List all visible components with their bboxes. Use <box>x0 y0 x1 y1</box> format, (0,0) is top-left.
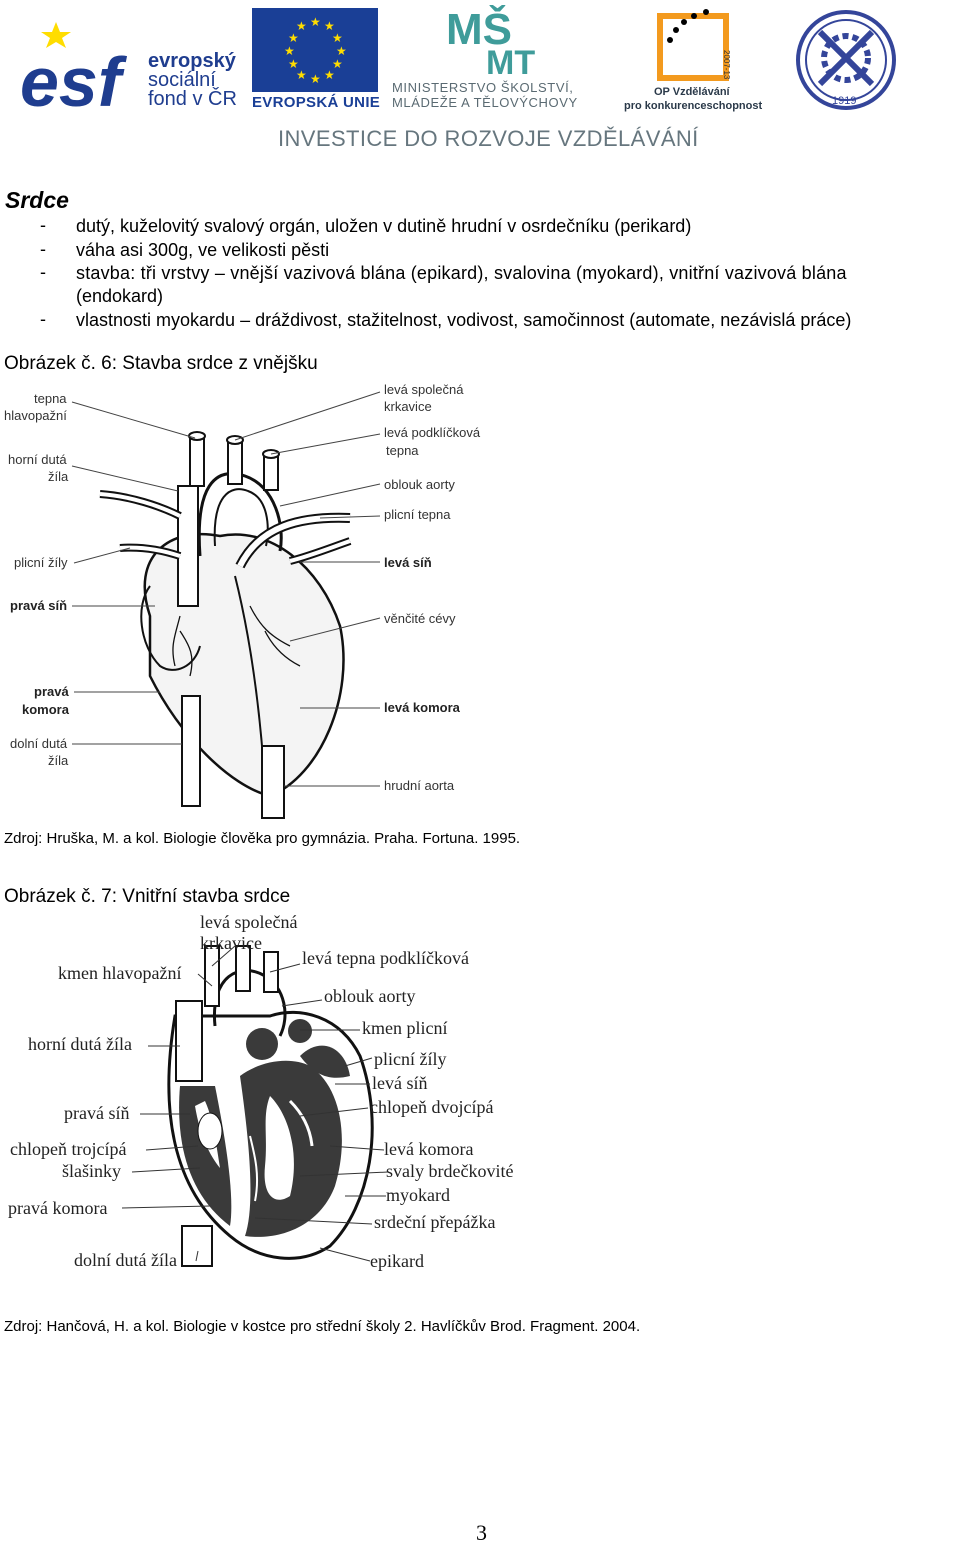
figure-7-heart-interior <box>0 906 540 1306</box>
fig6-label: tepna <box>386 443 419 458</box>
fig7-label: šlašinky <box>62 1161 122 1181</box>
figure-6-source: Zdroj: Hruška, M. a kol. Biologie člověka pro gymnázia. Praha. Fortuna. 1995. <box>4 830 521 847</box>
fig6-label: věnčité cévy <box>384 611 456 626</box>
fig7-label: dolní dutá žíla <box>74 1250 177 1270</box>
slogan: INVESTICE DO ROZVOJE VZDĚLÁVÁNÍ <box>278 126 699 151</box>
figure-6-caption: Obrázek č. 6: Stavba srdce z vnějšku <box>4 353 318 374</box>
esf-text-line: fond v ČR <box>148 88 237 110</box>
svg-text:★: ★ <box>336 44 347 58</box>
esf-text-line: sociální <box>148 69 216 91</box>
badge-year: 1919 <box>832 95 857 107</box>
esf-logo-text <box>148 52 237 109</box>
fig7-label: krkavice <box>200 933 262 953</box>
op-logo <box>650 6 742 84</box>
fig6-label: pravá síň <box>10 598 68 613</box>
fig6-label: levá síň <box>384 555 432 570</box>
fig6-label: levá komora <box>384 700 460 715</box>
fig7-label: oblouk aorty <box>324 986 416 1006</box>
bullet-dash: - <box>40 239 46 259</box>
svg-text:★: ★ <box>310 72 321 86</box>
svg-text:★: ★ <box>284 44 295 58</box>
svg-text:★: ★ <box>324 19 335 33</box>
fig6-label: plicní tepna <box>384 507 451 522</box>
fig6-label: komora <box>22 702 69 717</box>
fig6-label: pravá <box>34 684 69 699</box>
op-years: 2007-13 <box>722 50 731 80</box>
svg-text:★: ★ <box>296 19 307 33</box>
bullet-dash: - <box>40 309 46 329</box>
fig7-label: levá společná <box>200 912 298 932</box>
bullet-item-continuation: (endokard) <box>76 286 164 306</box>
fig7-label: levá komora <box>384 1139 474 1159</box>
fig7-label: chlopeň dvojcípá <box>370 1097 494 1117</box>
fig7-label: kmen hlavopažní <box>58 963 182 983</box>
fig7-label: horní dutá žíla <box>28 1034 132 1054</box>
figure-6-heart-exterior <box>0 376 500 826</box>
svg-text:★: ★ <box>332 31 343 45</box>
msmt-text-line: MINISTERSTVO ŠKOLSTVÍ, <box>392 80 574 95</box>
svg-text:★: ★ <box>288 57 299 71</box>
fig7-label: pravá síň <box>64 1103 130 1123</box>
esf-text-line: evropský <box>148 50 236 72</box>
page-number: 3 <box>476 1520 487 1545</box>
bullet-dash: - <box>40 215 46 235</box>
op-text-line: OP Vzdělávání <box>654 86 730 98</box>
svg-text:esf: esf <box>20 43 122 108</box>
fig6-label: horní dutá <box>8 452 67 467</box>
msmt-text-line: MLÁDEŽE A TĚLOVÝCHOVY <box>392 95 578 110</box>
fig6-label: hrudní aorta <box>384 778 455 793</box>
fig6-label: tepna <box>34 391 67 406</box>
svg-text:★: ★ <box>324 68 335 82</box>
fig7-label: svaly brdečkovité <box>386 1161 514 1181</box>
figure-7-source: Zdroj: Hančová, H. a kol. Biologie v kostce pro střední školy 2. Havlíčkův Brod. Fragment. 2004. <box>4 1318 641 1335</box>
fig7-label: levá tepna podklíčková <box>302 948 469 968</box>
fig6-label: levá podklíčková <box>384 425 481 440</box>
section-title: Srdce <box>5 187 69 213</box>
fig6-label: žíla <box>48 469 69 484</box>
svg-text:★: ★ <box>288 31 299 45</box>
fig6-label: oblouk aorty <box>384 477 455 492</box>
fig7-label: plicní žíly <box>374 1049 447 1069</box>
eu-flag <box>252 8 378 92</box>
fig7-label: myokard <box>386 1185 450 1205</box>
eu-label: EVROPSKÁ UNIE <box>252 94 381 111</box>
fig7-label: srdeční přepážka <box>374 1212 496 1232</box>
svg-text:MŠ: MŠ <box>446 5 512 54</box>
fig6-label: žíla <box>48 753 69 768</box>
fig6-label: plicní žíly <box>14 555 68 570</box>
fig7-label: pravá komora <box>8 1198 108 1218</box>
svg-text:★: ★ <box>310 15 321 29</box>
fig7-label: kmen plicní <box>362 1018 448 1038</box>
fig6-label: levá společná <box>384 382 464 397</box>
bullet-item: stavba: tři vrstvy – vnější vazivová blána (epikard), svalovina (myokard), vnitřní vazivová blána <box>76 263 847 283</box>
fig6-label: hlavopažní <box>4 408 67 423</box>
figure-7-caption: Obrázek č. 7: Vnitřní stavba srdce <box>4 886 291 907</box>
svg-text:★: ★ <box>332 57 343 71</box>
svg-text:MT: MT <box>486 44 536 76</box>
school-badge <box>794 8 898 112</box>
op-text-line: pro konkurenceschopnost <box>624 100 763 112</box>
bullet-item: dutý, kuželovitý svalový orgán, uložen v dutině hrudní v osrdečníku (perikard) <box>76 216 692 236</box>
msmt-logo <box>446 4 558 76</box>
fig6-label: dolní dutá <box>10 736 68 751</box>
bullet-item: váha asi 300g, ve velikosti pěsti <box>76 240 330 260</box>
bullet-dash: - <box>40 262 46 282</box>
fig7-label: levá síň <box>372 1073 428 1093</box>
esf-logo <box>18 8 130 108</box>
bullet-item: vlastnosti myokardu – dráždivost, stažitelnost, vodivost, samočinnost (automate, nezávislá práce) <box>76 310 852 330</box>
fig7-label: chlopeň trojcípá <box>10 1139 127 1159</box>
svg-text:★: ★ <box>296 68 307 82</box>
fig7-label: epikard <box>370 1251 424 1271</box>
fig6-label: krkavice <box>384 399 432 414</box>
